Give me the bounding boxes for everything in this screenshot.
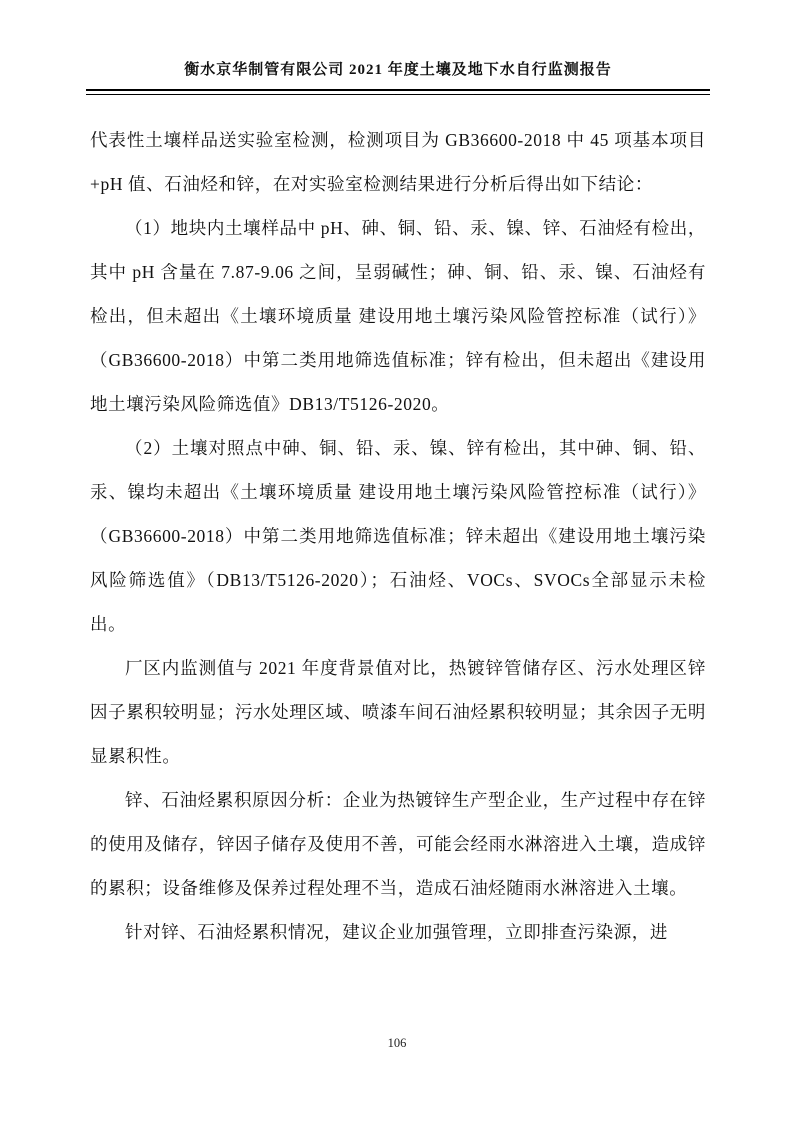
paragraph-conclusion-1: （1）地块内土壤样品中 pH、砷、铜、铅、汞、镍、锌、石油烃有检出，其中 pH 含量在 7.87-9.06 之间，呈弱碱性；砷、铜、铅、汞、镍、石油烃有检出，但未超出《土壤环境质量 建设用地土壤污染风险管控标准（试行）》（GB36600-2018）中第二类用地筛选值标准；锌有检出，但未超出《建设用地土壤污染风险筛选值》DB13/T5126-2020。 (90, 218, 706, 414)
page-number: 106 (387, 1036, 407, 1050)
paragraph-comparison: 厂区内监测值与 2021 年度背景值对比，热镀锌管储存区、污水处理区锌因子累积较明显；污水处理区域、喷漆车间石油烃累积较明显；其余因子无明显累积性。 (90, 658, 706, 766)
paragraph-conclusion-2: （2）土壤对照点中砷、铜、铅、汞、镍、锌有检出，其中砷、铜、铅、汞、镍均未超出《土壤环境质量 建设用地土壤污染风险管控标准（试行）》（GB36600-2018）中第二类用地筛选值标准；锌未超出《建设用地土壤污染风险筛选值》（DB13/T5126-2020）；石油烃、VOCs、SVOCs全部显示未检出。 (90, 438, 706, 634)
document-body (90, 118, 706, 954)
paragraph-cause-analysis: 锌、石油烃累积原因分析：企业为热镀锌生产型企业，生产过程中存在锌的使用及储存，锌因子储存及使用不善，可能会经雨水淋溶进入土壤，造成锌的累积；设备维修及保养过程处理不当，造成石油烃随雨水淋溶进入土壤。 (90, 790, 706, 898)
header-double-rule (86, 89, 710, 95)
page-header-title: 衡水京华制管有限公司 2021 年度土壤及地下水自行监测报告 (184, 62, 612, 78)
paragraph-intro: 代表性土壤样品送实验室检测，检测项目为 GB36600-2018 中 45 项基本项目+pH 值、石油烃和锌，在对实验室检测结果进行分析后得出如下结论： (90, 130, 706, 194)
paragraph-recommendation: 针对锌、石油烃累积情况，建议企业加强管理，立即排查污染源，进 (125, 922, 668, 942)
